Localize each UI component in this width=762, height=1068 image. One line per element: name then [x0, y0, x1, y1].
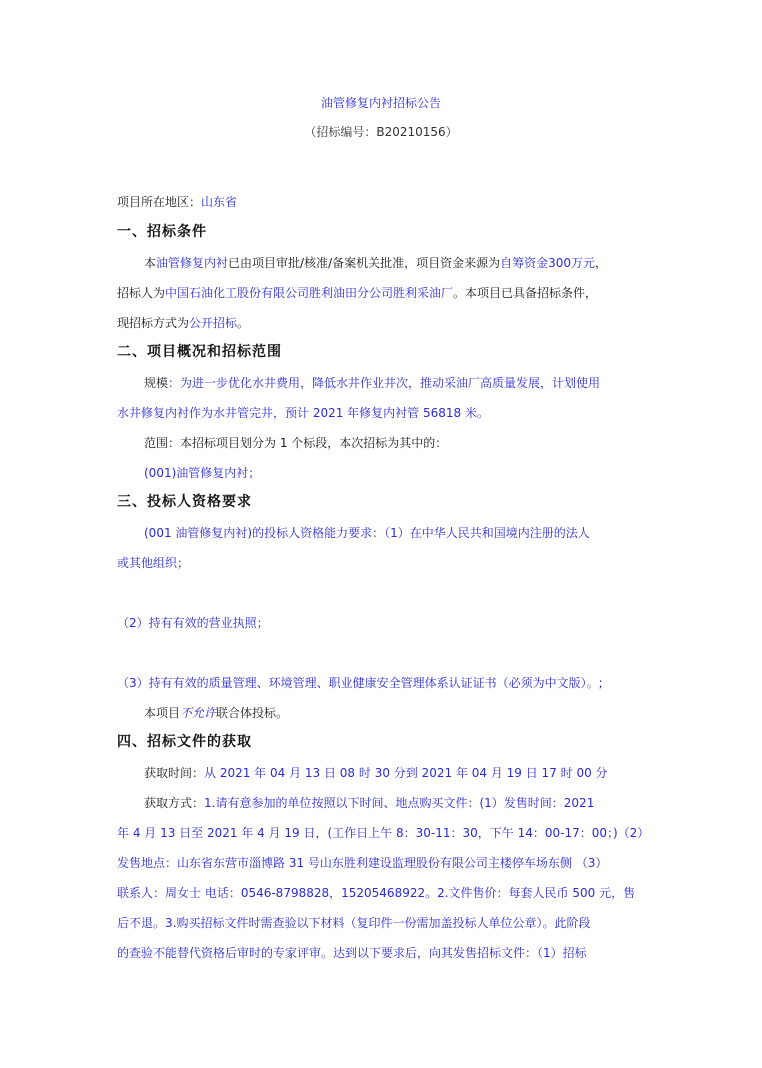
tenderer-name: 中国石油化工股份有限公司胜利油田分公司胜利采油厂: [165, 286, 454, 300]
scale-label: 规模: [144, 376, 169, 390]
section-2-heading: 二、项目概况和招标范围: [117, 344, 282, 360]
s4-time-line: [144, 765, 608, 781]
scale-text: ：为进一步优化水井费用，降低水井作业井次，推动采油厂高质量发展，计划使用: [168, 376, 601, 390]
section-1-heading: 一、招标条件: [117, 224, 207, 240]
s2-line-2: 水井修复内衬作为水井管完井，预计 2021 年修复内衬管 56818 米。: [117, 406, 489, 420]
time-label: 获取时间：: [144, 766, 205, 780]
s2-line-4: (001)油管修复内衬；: [144, 466, 261, 480]
s3-line-1: (001 油管修复内衬)的投标人资格能力要求：（1）在中华人民共和国境内注册的法人: [144, 526, 590, 540]
s2-line-3: 范围：本招标项目划分为 1 个标段，本次招标为其中的：: [144, 436, 448, 450]
doc-subtitle: （招标编号：B20210156）: [304, 125, 458, 139]
text-run: 招标人为: [117, 286, 166, 300]
region-value: 山东省: [201, 195, 238, 209]
method-text: 1.请有意参加的单位按照以下时间、地点购买文件：(1）发售时间：2021: [204, 796, 595, 810]
s1-line-3: [117, 315, 249, 331]
s1-line-1: 本油管修复内衬已由项目审批/核准/备案机关批准，项目资金来源为自筹资金300万元，: [144, 256, 608, 270]
s3-line-4: （3）持有有效的质量管理、环境管理、职业健康安全管理体系认证证书（必须为中文版）。;: [117, 676, 603, 690]
tender-method: 公开招标: [189, 316, 238, 330]
method-label: 获取方式：: [144, 796, 205, 810]
text-run: 。: [237, 316, 250, 330]
region-line: [117, 194, 237, 210]
s4-method-line-6: 的查验不能替代资格后审时的专家评审。达到以下要求后，向其发售招标文件：（1）招标: [117, 946, 587, 960]
s4-method-line-5: 后不退。3.购买招标文件时需查验以下材料（复印件一份需加盖投标人单位公章）。此阶段: [117, 916, 591, 930]
s3-line-5: [144, 705, 288, 721]
doc-title: 油管修复内衬招标公告: [320, 96, 441, 110]
s2-line-1: [144, 375, 600, 391]
consortium-policy: 不允许: [180, 706, 217, 720]
fund-source: 自筹资金300万元: [500, 256, 596, 270]
section-4-heading: 四、招标文件的获取: [117, 734, 252, 750]
s4-method-line-1: [144, 795, 594, 811]
region-label: 项目所在地区：: [117, 195, 202, 209]
time-value: 从 2021 年 04 月 13 日 08 时 30 分到 2021 年 04 月 19 日 17 时 00 分: [204, 766, 608, 780]
s4-method-line-2: 年 4 月 13 日至 2021 年 4 月 19 日，(工作日上午 8：30-11：30，下午 14：00-17：00；)（2）: [117, 826, 650, 840]
s3-line-2: 或其他组织；: [117, 556, 190, 570]
text-run: 已由项目审批/核准/备案机关批准，项目资金来源为: [228, 256, 501, 270]
section-3-heading: 三、投标人资格要求: [117, 494, 252, 510]
s4-method-line-4: 联系人：周女士 电话：0546-8798828，15205468922。2.文件售价：每套人民币 500 元，售: [117, 886, 636, 900]
text-run: 本项目: [144, 706, 181, 720]
text-run: 现招标方式为: [117, 316, 190, 330]
s1-line-2: [117, 285, 597, 301]
text-run: 联合体投标。: [216, 706, 289, 720]
s4-method-line-3: 发售地点：山东省东营市淄博路 31 号山东胜利建设监理股份有限公司主楼停车场东侧 （3）: [117, 856, 608, 870]
s3-line-3: （2）持有有效的营业执照；: [117, 616, 269, 630]
text-run: 。本项目已具备招标条件，: [453, 286, 598, 300]
project-name: 油管修复内衬: [156, 256, 229, 270]
text-run: 本: [144, 256, 157, 270]
